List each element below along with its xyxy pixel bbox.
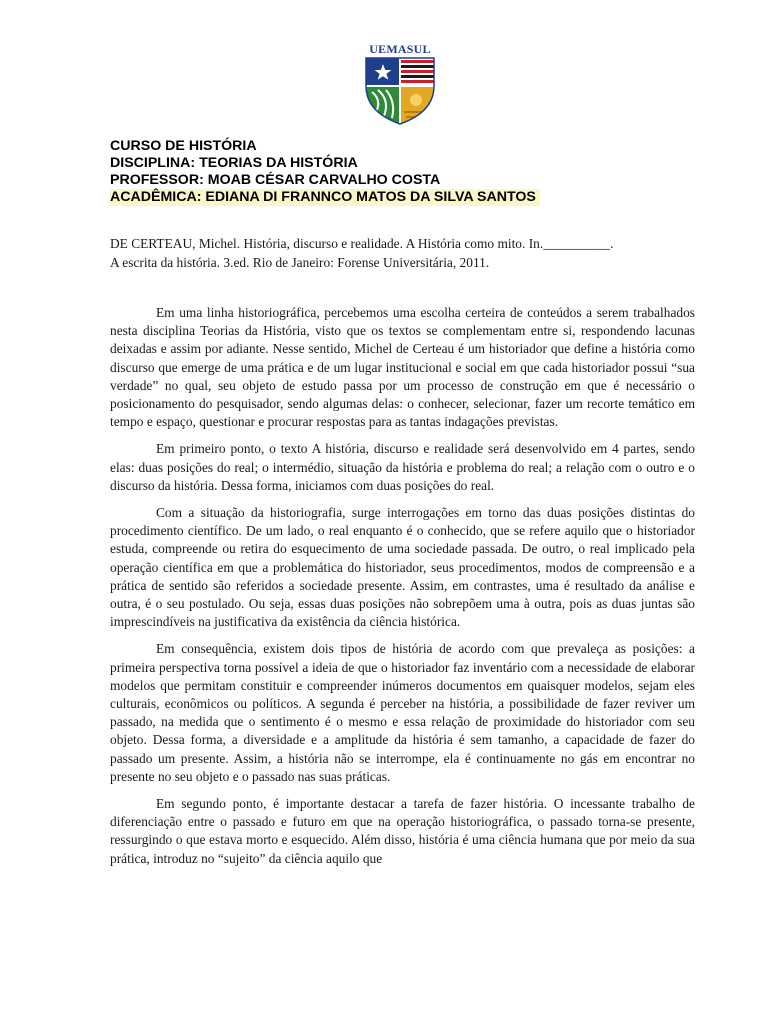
professor-line: PROFESSOR: MOAB CÉSAR CARVALHO COSTA (110, 172, 441, 188)
paragraph: Com a situação da historiografia, surge interrogações em torno das duas posições distintas do procedimento científico. De um lado, o real enquanto é o conhecido, que se refere aquilo que o historiador estuda, compreende ou retira do esquecimento de uma sociedade passada. De outro, o real implicado pela operação científica em que a problemática do historiador, seus procedimentos, modos de compreensão e a prática de sentido são referidos a sociedade presente. Assim, em contrastes, uma é resultado da análise e outra, é o seu postulado. Ou seja, essas duas posições não sobrepõem uma à outra, pois as duas juntas são imprescindíveis na justificativa da existência da ciência histórica. (110, 505, 695, 630)
university-logo (360, 42, 440, 126)
essay-body (110, 304, 695, 877)
reference-line-2: A escrita da história. 3.ed. Rio de Janeiro: Forense Universitária, 2011. (110, 255, 490, 270)
paragraph: Em primeiro ponto, o texto A história, discurso e realidade será desenvolvido em 4 partes, sendo elas: duas posições do real; o intermédio, situação da história e problema do real; a relação com o outro e o discurso da história. Dessa forma, iniciamos com duas posições do real. (110, 441, 695, 493)
bibliographic-reference (110, 234, 696, 272)
document-header (110, 138, 540, 206)
logo-wordmark: UEMASUL (369, 42, 431, 56)
crest-gold-field (400, 86, 434, 126)
crest-icon (364, 56, 436, 126)
paragraph: Em segundo ponto, é importante destacar a tarefa de fazer história. O incessante trabalho de diferenciação entre o passado e futuro em que na operação historiográfica, o passado torna-se presente, ressurgindo o que estava morto e esquecido. Além disso, história é uma ciência humana que por meio da sua prática, introduz no “sujeito” da ciência aquilo que (110, 796, 695, 866)
crest-green-field (366, 86, 400, 126)
student-line: ACADÊMICA: EDIANA DI FRANNCO MATOS DA SILVA SANTOS (110, 189, 540, 206)
course-title: CURSO DE HISTÓRIA (110, 138, 257, 154)
discipline-line: DISCIPLINA: TEORIAS DA HISTÓRIA (110, 155, 358, 171)
reference-line-1: DE CERTEAU, Michel. História, discurso e realidade. A História como mito. In.__________. (110, 236, 614, 251)
paragraph: Em uma linha historiográfica, percebemos uma escolha certeira de conteúdos a serem trabalhados nesta disciplina Teorias da História, visto que os textos se complementam entre si, respondendo lacunas deixadas e assim por adiante. Nesse sentido, Michel de Certeau é um historiador que define a história como discurso que emerge de uma prática e de um lugar institucional e social em que cada historiador possui “sua verdade” no qual, seu objeto de estudo passa por um processo de construção em que é necessário o posicionamento do pesquisador, sendo algumas delas: o conhecer, selecionar, fazer um recorte temático em tempo e espaço, questionar e procurar respostas para as tantas indagações previstas. (110, 305, 695, 430)
paragraph: Em consequência, existem dois tipos de história de acordo com que prevaleça as posições: a primeira perspectiva torna possível a ideia de que o historiador faz inventário com a necessidade de elaborar modelos que permitam constituir e compreender inúmeros documentos em quaisquer modelos, sejam eles culturais, econômicos ou políticos. A segunda é perceber na história, a possibilidade de fazer reviver um passado, na medida que o sentimento é o mesmo e essa relação de proximidade do historiador com seu objeto. Dessa forma, a diversidade e a amplitude da história é sem tamanho, a capacidade de fazer do passado um presente. Assim, a história não se interrompe, ela é continuamente no gás em encontrar no presente no seu objeto e o passado nas suas práticas. (110, 641, 695, 784)
